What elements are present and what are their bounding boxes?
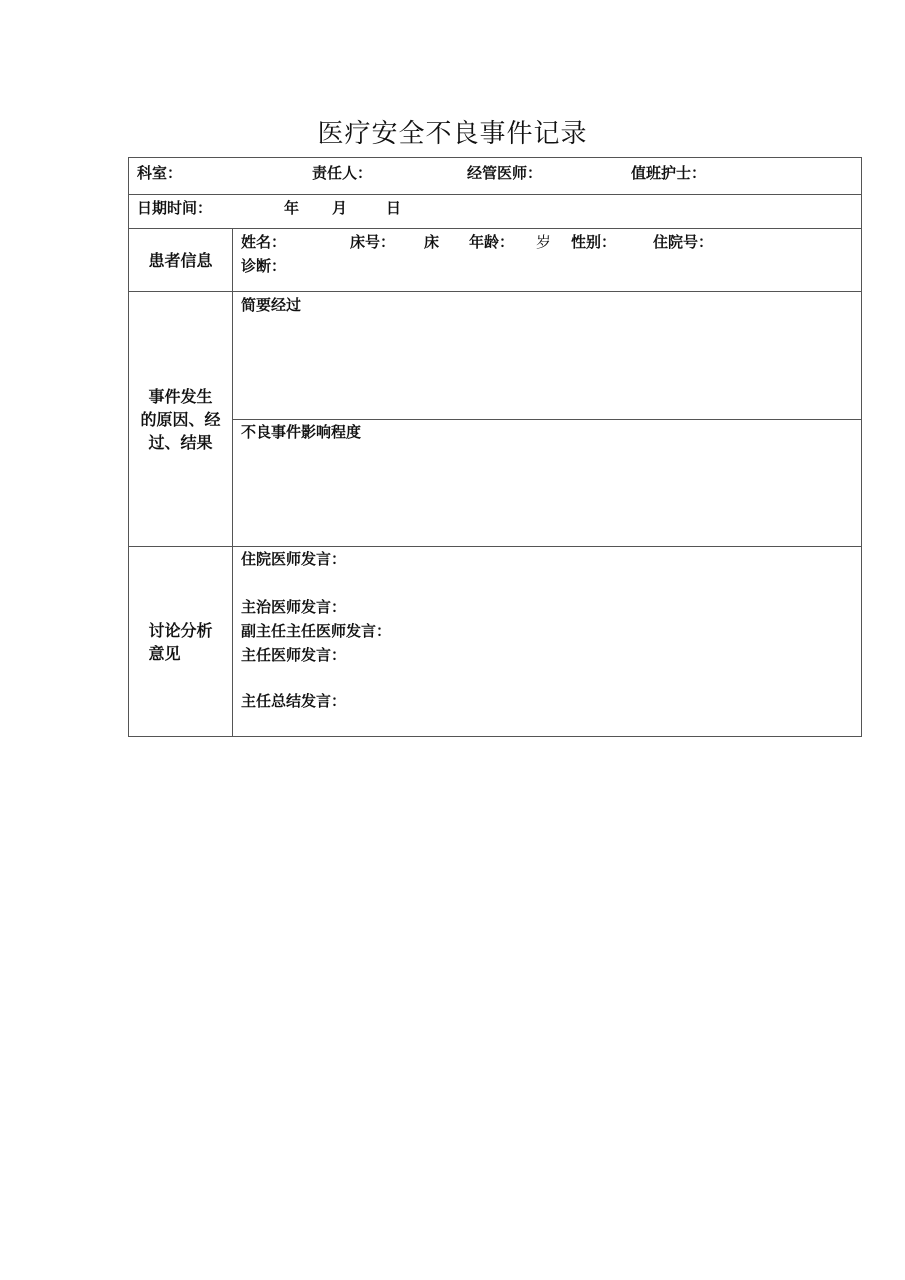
- gender-field[interactable]: 性别：: [571, 233, 617, 251]
- age-field[interactable]: 年龄：: [469, 233, 515, 251]
- discussion-label: 讨论分析 意见: [148, 621, 213, 663]
- row-divider: [129, 546, 861, 547]
- admission-number-field[interactable]: 住院号：: [653, 233, 714, 251]
- patient-info-label: 患者信息: [148, 250, 213, 270]
- department-field[interactable]: 科室：: [137, 164, 183, 182]
- chief-comment-field[interactable]: 主任医师发言：: [241, 646, 347, 664]
- date-time-field[interactable]: 日期时间：: [137, 199, 213, 217]
- patient-info-label-cell: [129, 229, 232, 291]
- row-divider: [129, 291, 861, 292]
- event-impact-field[interactable]: 不良事件影响程度: [241, 423, 362, 441]
- form-title: 医疗安全不良事件记录: [317, 119, 588, 149]
- event-label-cell: [129, 292, 232, 546]
- event-summary-field[interactable]: 简要经过: [241, 296, 302, 314]
- year-label: 年: [284, 199, 300, 217]
- nurse-on-duty-field[interactable]: 值班护士：: [631, 164, 707, 182]
- resident-comment-field[interactable]: 住院医师发言：: [241, 550, 347, 568]
- diagnosis-field[interactable]: 诊断：: [241, 257, 287, 275]
- row-divider: [129, 194, 861, 195]
- bed-unit-label: 床: [424, 233, 440, 251]
- director-summary-field[interactable]: 主任总结发言：: [241, 692, 347, 710]
- patient-name-field[interactable]: 姓名：: [241, 233, 287, 251]
- bed-number-field[interactable]: 床号：: [350, 233, 396, 251]
- attending-doctor-field[interactable]: 经管医师：: [467, 164, 543, 182]
- column-divider: [232, 228, 233, 736]
- attending-comment-field[interactable]: 主治医师发言：: [241, 598, 347, 616]
- discussion-label-cell: [129, 547, 232, 737]
- day-label: 日: [386, 199, 402, 217]
- event-cause-label: 事件发生 的原因、经 过、结果: [140, 386, 221, 452]
- row-divider: [129, 228, 861, 229]
- event-record-form: [128, 157, 862, 737]
- row-divider: [233, 419, 861, 420]
- responsible-person-field[interactable]: 责任人：: [312, 164, 373, 182]
- age-unit-label: 岁: [536, 233, 552, 251]
- associate-chief-comment-field[interactable]: 副主任主任医师发言：: [241, 622, 392, 640]
- month-label: 月: [332, 199, 348, 217]
